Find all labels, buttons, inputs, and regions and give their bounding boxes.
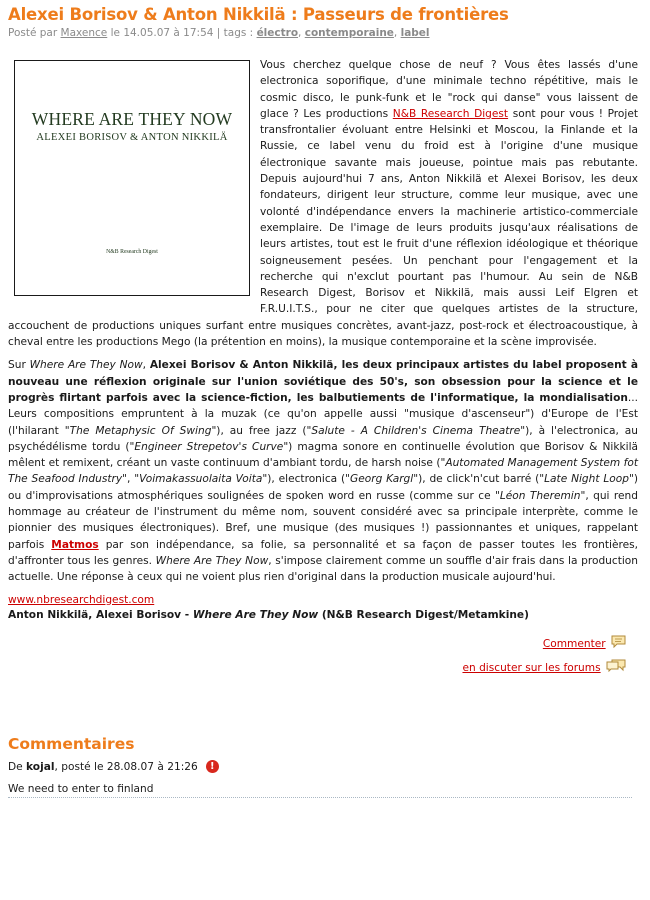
post-meta: Posté par Maxence le 14.05.07 à 17:54 | tags : électro, contemporaine, label	[8, 27, 430, 39]
site-link-row	[8, 594, 642, 606]
tag-link-label[interactable]: label	[400, 27, 430, 39]
release-credit: Anton Nikkilä, Alexei Borisov - Where Are They Now (N&B Research Digest/Metamkine)	[8, 608, 529, 621]
report-alert-icon[interactable]: !	[206, 760, 219, 773]
article-paragraph-1: Vous cherchez quelque chose de neuf ? Vous êtes lassés d'une electronica soporifique, d'une minimale techno répétitive, mais le cosmic disco, le punk-funk et le "rock qui danse" vous laissent de glace ? Les productions N&B Research Digest sont pour vous ! Projet transfrontalier évoluant entre Helsinki et Moscou, la Finlande et la Russie, ce label venu du froid est à l'origine d'une musique électronique savante mais joueuse, pointue mais pas rebutante. Depuis aujourd'hui 7 ans, Anton Nikkilä et Alexei Borisov, les deux fondateurs, dirigent leur structure, comme leur musique, avec une volonté d'indépendance envers la machinerie artistico-commerciale exemplaire. De l'image de leurs produits jusqu'aux réalisations de leurs artistes, tout est le fruit d'une réflexion idéologique et théorique soigneusement pesées. Un penchant pour l'engagement et la recherche qui n'exclut pourtant pas l'humour. Au sein de N&B Research Digest, Borisov et Nikkilä, mais aussi Leif Elgren et F.R.U.I.T.S., pour ne citer que quelques artistes de la structure, accouchent de productions uniques surfant entre musiques concrètes, avant-jazz, post-rock et électroacoustique, à cheval entre les productions Mego (la prétention en moins), la musique contemporaine et la scène improvisée.	[8, 59, 638, 349]
comment-link[interactable]: Commenter	[542, 637, 606, 650]
comment-author: kojal	[26, 760, 55, 773]
cover-title: WHERE ARE THEY NOW	[31, 109, 233, 129]
tag-link-contemporaine[interactable]: contemporaine	[304, 27, 394, 39]
forum-action	[8, 659, 626, 675]
label-link[interactable]: N&B Research Digest	[392, 107, 509, 120]
comment-divider	[8, 797, 632, 798]
comments-heading: Commentaires	[8, 734, 135, 753]
article-paragraph-2: Sur Where Are They Now, Alexei Borisov & Anton Nikkilä, les deux principaux artistes du label proposent à nouveau une réflexion originale sur l'union soviétique des 50's, son obsession pour la science et le progrès flirtant parfois avec la science-fiction, les balbutiements de l'informatique, la mondialisation... Leurs compositions empruntent à la muzak (ce qu'on appelle aussi "musique d'ascenseur") d'Europe de l'Est (l'hilarant "The Metaphysic Of Swing"), au free jazz ("Salute - A Children's Cinema Theatre"), à l'electronica, au psychédélisme tordu ("Engineer Strepetov's Curve") magma sonore en continuelle évolution que Borisov & Nikkilä mêlent et remixent, créant un vaste continuum d'ambiant tordu, de harsh noise ("Automated Management System fot The Seafood Industry", "Voimakassuolaita Voita"), electronica ("Georg Kargl"), de click'n'cut barré ("Late Night Loop") ou d'improvisations atmosphériques soulignées de spoken word en russe (comme sur ce "Léon Theremin", qui rend hommage au créateur de l'instrument du même nom, souvent considéré avec sa principale interprète, comme le pionnier des musiques électroniques). Bref, une musique (des musiques !) passionnantes et uniques, rappelant parfois Matmos par son indépendance, sa folie, sa personnalité et sa façon de passer toutes les frontières, d'affronter tous les genres. Where Are They Now, s'impose clairement comme un souffle d'air frais dans la production actuelle. Une réponse à ceux qui ne voient plus rien d'original dans la production musicale aujourd'hui.	[8, 359, 639, 584]
double-speech-bubble-icon[interactable]	[606, 659, 626, 677]
comment-header: De kojal, posté le 28.08.07 à 21:26 !	[8, 759, 642, 775]
comment-action	[8, 635, 626, 651]
external-site-link[interactable]: www.nbresearchdigest.com	[8, 593, 155, 606]
tag-link-electro[interactable]: électro	[256, 27, 299, 39]
cover-label: N&B Research Digest	[106, 249, 158, 255]
comment-text: We need to enter to finland	[8, 782, 154, 795]
article-body	[8, 57, 642, 586]
matmos-link[interactable]: Matmos	[51, 538, 99, 551]
cover-artists: ALEXEI BORISOV & ANTON NIKKILÄ	[36, 132, 228, 143]
speech-bubble-icon[interactable]	[611, 635, 626, 653]
post-title: Alexei Borisov & Anton Nikkilä : Passeurs de frontières	[8, 5, 509, 24]
forum-link[interactable]: en discuter sur les forums	[462, 661, 601, 674]
author-link[interactable]: Maxence	[60, 27, 108, 39]
album-cover-image	[14, 60, 250, 296]
comment-date: , posté le 28.08.07 à 21:26	[54, 760, 198, 773]
comment-item	[8, 759, 642, 798]
post-actions	[8, 635, 642, 675]
